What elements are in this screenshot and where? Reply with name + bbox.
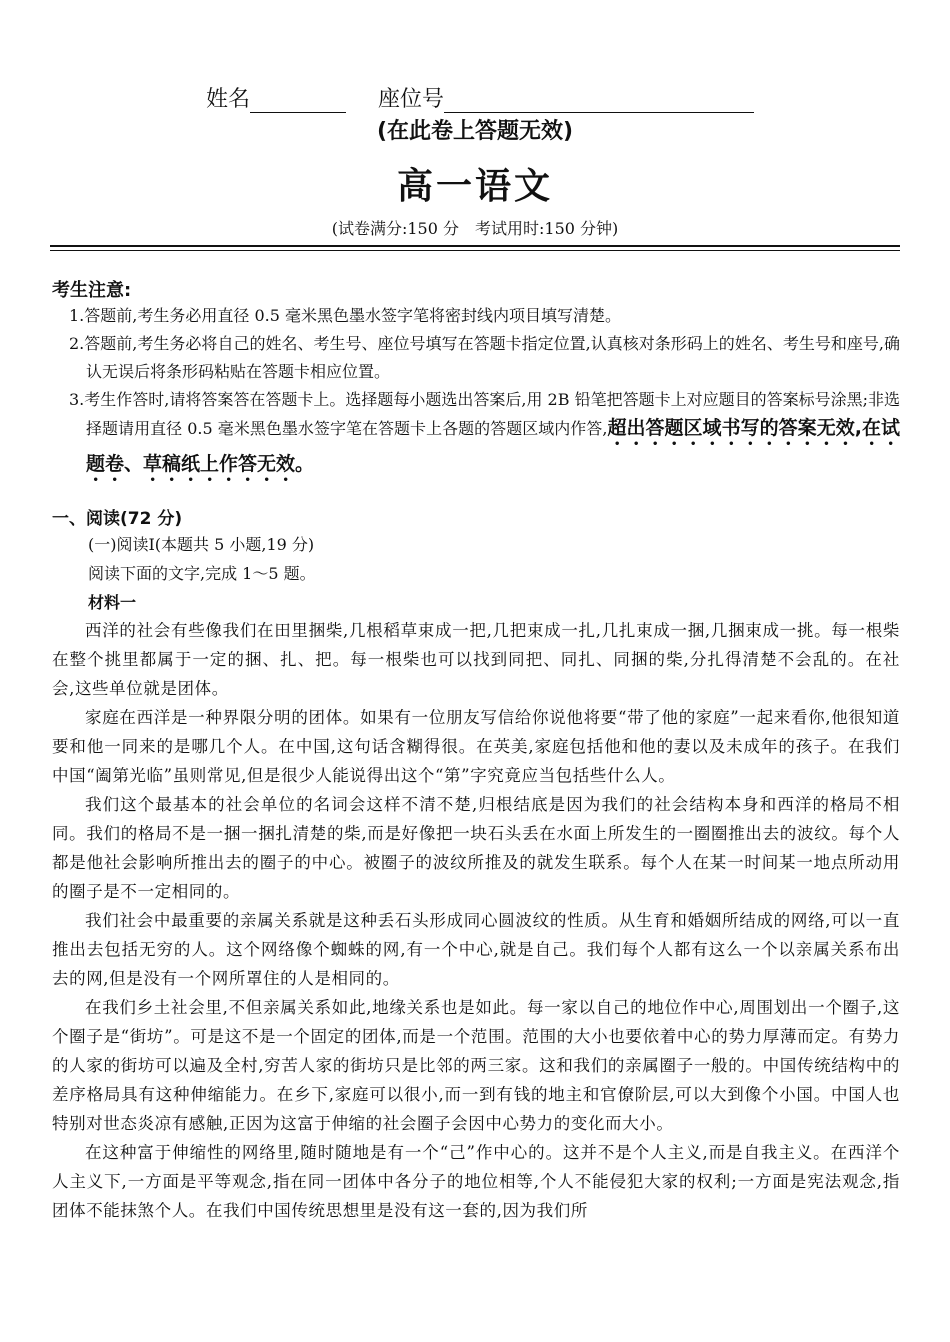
invalid-note: (在此卷上答题无效) (376, 119, 574, 144)
paragraph: 西洋的社会有些像我们在田里捆柴,几根稻草束成一把,几把束成一扎,几扎束成一捆,几捆束成一挑。每一根柴在整个挑里都属于一定的捆、扎、把。每一根柴也可以找到同把、同扎、同捆的柴,分扎得清楚不会乱的。在社会,这些单位就是团体。 (52, 621, 900, 698)
paragraph: 家庭在西洋是一种界限分明的团体。如果有一位朋友写信给你说他将要“带了他的家庭”一起来看你,他很知道要和他一同来的是哪几个人。在中国,这句话含糊得很。在英美,家庭包括他和他的妻以及未成年的孩子。在我们中国“阖第光临”虽则常见,但是很少人能说得出这个“第”字究竟应当包括些什么人。 (52, 708, 900, 785)
name-label: 姓名 (206, 87, 251, 112)
divider-thick (50, 245, 900, 247)
paragraph: 我们社会中最重要的亲属关系就是这种丢石头形成同心圆波纹的性质。从生育和婚姻所结成的网络,可以一直推出去包括无穷的人。这个网络像个蜘蛛的网,有一个中心,就是自己。我们每个人都有这么一个以亲属关系布出去的网,但是没有一个网所罩住的人是相同的。 (52, 911, 900, 988)
notice-list (52, 302, 900, 486)
paragraph: 在这种富于伸缩性的网络里,随时随地是有一个“己”作中心的。这并不是个人主义,而是自我主义。在西洋个人主义下,一方面是平等观念,指在同一团体中各分子的地位相等,个人不能侵犯大家的权利;一方面是宪法观念,指团体不能抹煞个人。在我们中国传统思想里是没有这一套的,因为我们所 (52, 1143, 900, 1220)
paragraph: 在我们乡土社会里,不但亲属关系如此,地缘关系也是如此。每一家以自己的地位作中心,周围划出一个圈子,这个圈子是“街坊”。可是这不是一个固定的团体,而是一个范围。范围的大小也要依着中心的势力厚薄而定。有势力的人家的街坊可以遍及全村,穷苦人家的街坊只是比邻的两三家。这和我们的亲属圈子一般的。中国传统结构中的差序格局具有这种伸缩能力。在乡下,家庭可以很小,而一到有钱的地主和官僚阶层,可以大到像个小国。中国人也特别对世态炎凉有感触,正因为这富于伸缩的社会圈子会因中心势力的变化而大小。 (52, 998, 900, 1133)
seat-blank (444, 90, 754, 113)
notice-item: 2.答题前,考生务必将自己的姓名、考生号、座位号填写在答题卡指定位置,认真核对条形码上的姓名、考生号和座号,确认无误后将条形码粘贴在答题卡相应位置。 (69, 334, 900, 381)
notice-item: 1.答题前,考生务必用直径 0.5 毫米黑色墨水签字笔将密封线内项目填写清楚。 (69, 306, 621, 325)
notice-item-text: 3.考生作答时,请将答案答在答题卡上。选择题每小题选出答案后,用 2B 铅笔把答题卡上对应题目的答案标号涂黑;非选择题请用直径 0.5 毫米黑色墨水签字笔在答题卡上各题的答题区域内作答, (69, 390, 900, 438)
paragraph: 我们这个最基本的社会单位的名词会这样不清不楚,归根结底是因为我们的社会结构本身和西洋的格局不相同。我们的格局不是一捆一捆扎清楚的柴,而是好像把一块石头丢在水面上所发生的一圈圈推出去的波纹。每个人都是他社会影响所推出去的圈子的中心。被圈子的波纹所推及的就发生联系。每个人在某一时间某一地点所动用的圈子是不一定相同的。 (52, 795, 900, 901)
material-label: 材料一 (88, 593, 137, 612)
candidate-info-line (206, 82, 754, 113)
notice-item (52, 386, 900, 486)
seat-label: 座位号 (378, 87, 445, 112)
subsection-heading: (一)阅读Ⅰ(本题共 5 小题,19 分) (88, 535, 315, 554)
reading-passage (52, 616, 900, 1225)
instruction: 阅读下面的文字,完成 1～5 题。 (88, 564, 316, 583)
notice-emphasis: 超出答题区域书写的答案无效,在试题卷、草稿纸上作答无效。 (86, 417, 900, 475)
name-blank (250, 90, 346, 113)
notice-title: 考生注意: (52, 280, 132, 301)
exam-info: (试卷满分:150 分 考试用时:150 分钟) (331, 219, 619, 238)
section-heading: 一、阅读(72 分) (52, 509, 183, 529)
divider-thin (50, 250, 900, 251)
page-title: 高一语文 (396, 165, 553, 207)
